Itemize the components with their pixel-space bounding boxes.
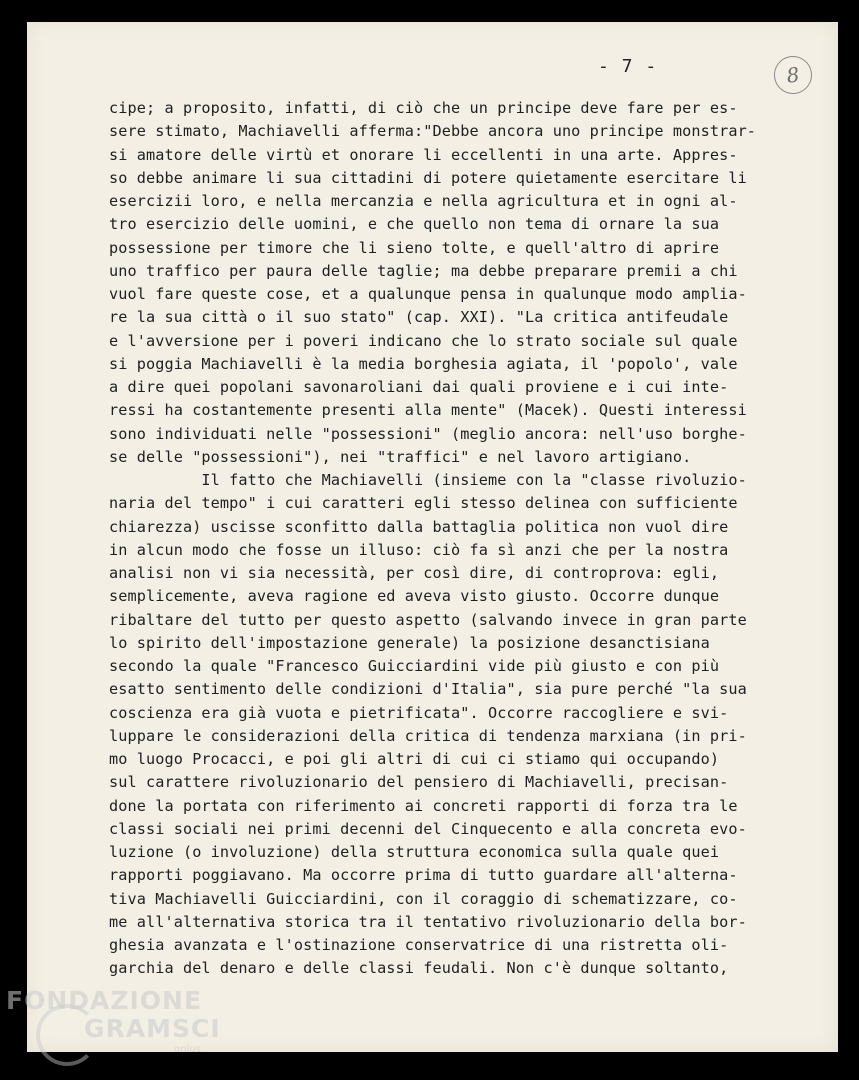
text-line: ghesia avanzata e l'ostinazione conservatrice di una ristretta oli-	[109, 936, 729, 954]
text-line: a dire quei popolani savonaroliani dai quali proviene e i cui inte-	[109, 378, 729, 396]
watermark-line-3: onlus	[174, 1044, 201, 1055]
text-line: ribaltare del tutto per questo aspetto (salvando invece in gran parte	[109, 610, 747, 629]
text-line: cipe; a proposito, infatti, di ciò che un principe deve fare per es-	[109, 99, 738, 117]
archive-number-text: 8	[785, 62, 801, 88]
text-line: luzione (o involuzione) della struttura economica sulla quale quei	[109, 843, 720, 861]
text-line: ressi ha costantemente presenti alla mente" (Macek). Questi interessi	[109, 401, 747, 420]
text-line: done la portata con riferimento ai concreti rapporti di forza tra le	[109, 796, 738, 815]
text-line: e l'avversione per i poveri indicano che lo strato sociale sul quale	[109, 331, 738, 350]
text-line: si poggia Machiavelli è la media borghesia agiata, il 'popolo', vale	[109, 354, 738, 373]
text-line: classi sociali nei primi decenni del Cinquecento e alla concreta evo-	[109, 819, 747, 838]
text-line: secondo la quale "Francesco Guicciardini vide più giusto e con più	[109, 657, 720, 675]
text-line: esatto sentimento delle condizioni d'Italia", sia pure perché "la sua	[109, 680, 747, 699]
text-line: coscienza era già vuota e pietrificata". Occorre raccogliere e svi-	[109, 703, 729, 722]
text-line: rapporti poggiavano. Ma occorre prima di tutto guardare all'alterna-	[109, 866, 738, 885]
text-line: esercizii loro, e nella mercanzia e nella agricultura et in ogni al-	[109, 192, 738, 210]
text-line: vuol fare queste cose, et a qualunque pensa in qualunque modo amplia-	[109, 285, 747, 303]
text-line: me all'alternativa storica tra il tentativo rivoluzionario della bor-	[109, 912, 747, 931]
text-line: chiarezza) uscisse sconfitto dalla battaglia politica non vuol dire	[109, 517, 729, 536]
watermark-line-2: GRAMSCI	[84, 1014, 221, 1043]
text-line: si amatore delle virtù et onorare li eccellenti in una arte. Appres-	[109, 145, 738, 164]
text-line: semplicemente, aveva ragione ed aveva visto giusto. Occorre dunque	[109, 587, 720, 606]
handwritten-archive-number	[772, 54, 815, 97]
text-line: uno traffico per paura delle taglie; ma debbe preparare premii a chi	[109, 261, 738, 280]
text-line: sere stimato, Machiavelli afferma:"Debbe ancora uno principe monstrar-	[109, 122, 757, 141]
page-number: - 7 -	[598, 56, 658, 77]
text-line: naria del tempo" i cui caratteri egli stesso delinea con sufficiente	[109, 494, 738, 513]
text-line: in alcun modo che fosse un illuso: ciò fa sì anzi che per la nostra	[109, 540, 729, 559]
text-line: luppare le considerazioni della critica di tendenza marxiana (in pri-	[109, 726, 747, 745]
text-line: lo spirito dell'impostazione generale) la posizione desanctisiana	[109, 633, 710, 652]
text-line: analisi non vi sia necessità, per così dire, di controprova: egli,	[109, 564, 720, 582]
text-line: tro esercizio delle uomini, e che quello non tema di ornare la sua	[109, 215, 720, 234]
typewritten-page	[27, 22, 838, 1052]
text-line: tiva Machiavelli Guicciardini, con il coraggio di schematizzare, co-	[109, 889, 738, 908]
text-line: se delle "possessioni"), nei "traffici" e nel lavoro artigiano.	[109, 447, 692, 466]
watermark-line-1: FONDAZIONE	[6, 986, 203, 1015]
body-text	[109, 97, 789, 981]
text-line: sul carattere rivoluzionario del pensiero di Machiavelli, precisan-	[109, 773, 729, 792]
text-line: Il fatto che Machiavelli (insieme con la "classe rivoluzio-	[109, 471, 747, 489]
text-line: sono individuati nelle "possessioni" (meglio ancora: nell'uso borghe-	[109, 424, 747, 443]
text-line: possessione per timore che li sieno tolte, e quell'altro di aprire	[109, 238, 720, 257]
text-line: re la sua città o il suo stato" (cap. XXI). "La critica antifeudale	[109, 308, 729, 327]
text-line: mo luogo Procacci, e poi gli altri di cui ci stiamo qui occupando)	[109, 750, 720, 768]
text-line: so debbe animare li sua cittadini di potere quietamente esercitare li	[109, 168, 747, 187]
text-line: garchia del denaro e delle classi feudali. Non c'è dunque soltanto,	[109, 959, 729, 978]
